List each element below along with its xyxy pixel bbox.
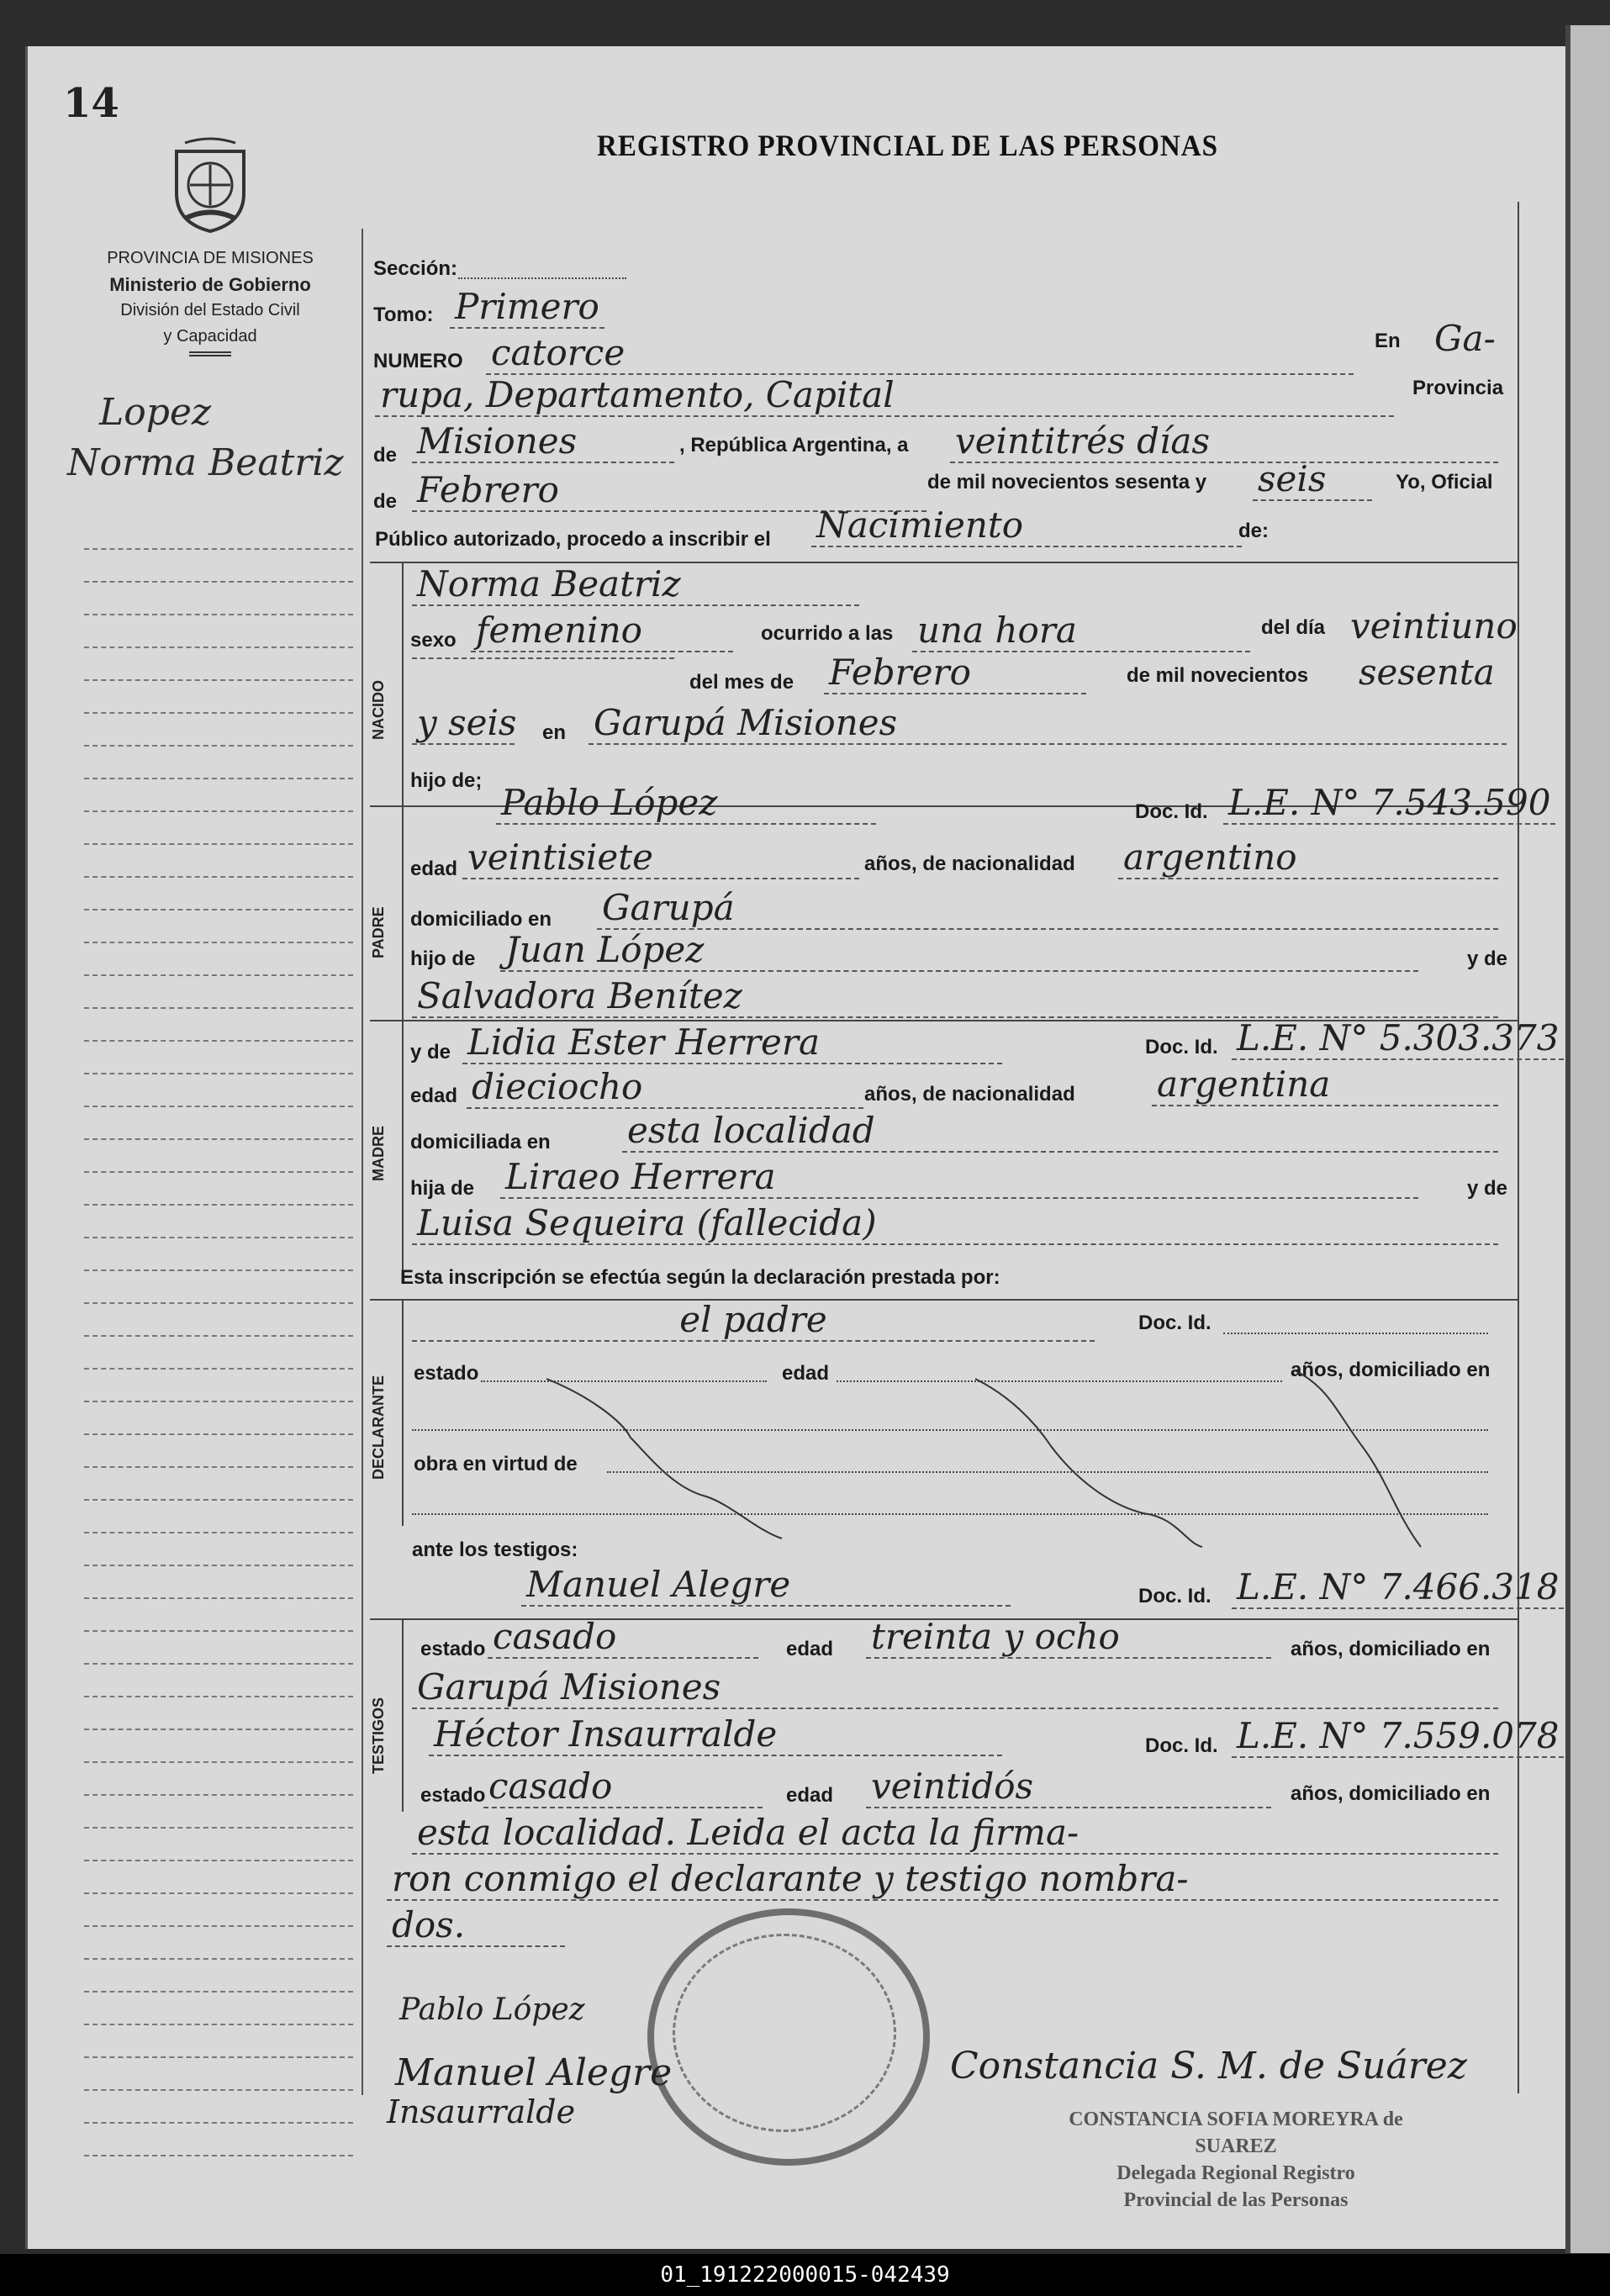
margin-rule bbox=[84, 1599, 353, 1632]
seccion-blank bbox=[458, 277, 626, 279]
margin-rule bbox=[84, 2025, 353, 2058]
office-capacity: y Capacidad bbox=[163, 327, 257, 346]
testigo1-doc-value: L.E. N° 7.466.318 bbox=[1232, 1566, 1564, 1609]
margin-rule bbox=[84, 1665, 353, 1697]
margin-rule bbox=[84, 1337, 353, 1370]
inscripcion-label: Esta inscripción se efectúa según la declaración prestada por: bbox=[400, 1266, 1000, 1289]
margin-rule bbox=[84, 1566, 353, 1599]
margin-rule bbox=[84, 878, 353, 910]
padre-y-de-value: Salvadora Benítez bbox=[412, 975, 1498, 1018]
madre-y-de-label-2: y de bbox=[1467, 1177, 1508, 1200]
cierre-line-3: dos. bbox=[387, 1904, 565, 1947]
margin-rule bbox=[84, 1173, 353, 1206]
padre-edad-value: veintisiete bbox=[462, 837, 859, 879]
de-label: de bbox=[373, 444, 398, 467]
official-stamp-inner bbox=[673, 1934, 896, 2132]
acto-value: Nacimiento bbox=[811, 504, 1242, 547]
republica-label: , República Argentina, a bbox=[679, 434, 909, 457]
anio-nac-cont: y seis bbox=[412, 702, 515, 745]
hijo-de-label: hijo de; bbox=[410, 769, 483, 792]
signature-testigo2: Insaurralde bbox=[387, 2093, 576, 2130]
testigo1-edad-label: edad bbox=[786, 1638, 834, 1660]
testigo2-anios-label: años, domiciliado en bbox=[1291, 1782, 1491, 1805]
padre-y-de-label: y de bbox=[1467, 947, 1508, 970]
padre-edad-label: edad bbox=[410, 858, 458, 880]
madre-nac-value: argentina bbox=[1152, 1064, 1498, 1106]
declarante-bar bbox=[402, 1299, 404, 1526]
madre-dom-label: domiciliada en bbox=[410, 1131, 551, 1153]
testigo1-edad-value: treinta y ocho bbox=[866, 1616, 1271, 1659]
padre-nac-label: años, de nacionalidad bbox=[864, 852, 1075, 875]
margin-rule bbox=[84, 1468, 353, 1501]
declarante-value: el padre bbox=[412, 1299, 1095, 1342]
declarante-estado-label: estado bbox=[414, 1362, 479, 1385]
del-mes-label: del mes de bbox=[689, 671, 794, 694]
anio-value: seis bbox=[1253, 458, 1372, 501]
madre-hija-de-label: hija de bbox=[410, 1177, 475, 1200]
nacido-bar bbox=[402, 562, 404, 805]
testigo1-estado-label: estado bbox=[420, 1638, 486, 1660]
tomo-value: Primero bbox=[450, 286, 604, 329]
margin-rule bbox=[84, 1861, 353, 1894]
sexo-label: sexo bbox=[410, 629, 457, 652]
lugar-nac-value: Garupá Misiones bbox=[589, 702, 1507, 745]
numero-value: catorce bbox=[486, 332, 1354, 375]
margin-divider bbox=[362, 229, 363, 2095]
page-number: 14 bbox=[63, 80, 119, 127]
margin-rule bbox=[84, 1632, 353, 1665]
yo-oficial-label: Yo, Oficial bbox=[1396, 471, 1493, 494]
margin-surname: Lopez bbox=[99, 391, 212, 434]
testigo2-estado-label: estado bbox=[420, 1784, 486, 1807]
margin-rule bbox=[84, 1304, 353, 1337]
madre-dom-value: esta localidad bbox=[622, 1110, 1498, 1153]
mes-value: Febrero bbox=[412, 469, 926, 512]
testigo2-doc-label: Doc. Id. bbox=[1145, 1734, 1218, 1757]
mes-nac-value: Febrero bbox=[824, 652, 1086, 694]
margin-rule bbox=[84, 1993, 353, 2025]
margin-rule bbox=[84, 1042, 353, 1074]
document-title: REGISTRO PROVINCIAL DE LAS PERSONAS bbox=[597, 129, 1218, 162]
padre-hijo-de-label: hijo de bbox=[410, 947, 476, 970]
margin-rule bbox=[84, 747, 353, 779]
nacido-fill-1 bbox=[412, 657, 674, 659]
dia-nac-value: veintiuno bbox=[1350, 605, 1518, 647]
madre-edad-value: dieciocho bbox=[467, 1066, 863, 1109]
en-value-start: Ga- bbox=[1434, 318, 1496, 359]
signature-padre: Pablo López bbox=[399, 1993, 585, 2027]
declarante-edad-label: edad bbox=[782, 1362, 830, 1385]
provincia-value: Misiones bbox=[412, 420, 674, 463]
hora-value: una hora bbox=[912, 610, 1250, 652]
margin-rule bbox=[84, 779, 353, 812]
margin-rule bbox=[84, 1074, 353, 1107]
signature-official: Constancia S. M. de Suárez bbox=[950, 2045, 1467, 2088]
madre-y-de-label: y de bbox=[410, 1041, 451, 1064]
obra-label: obra en virtud de bbox=[414, 1453, 578, 1475]
signature-testigo1: Manuel Alegre bbox=[395, 2051, 673, 2094]
margin-rule bbox=[84, 1107, 353, 1140]
madre-hija-de-value: Liraeo Herrera bbox=[500, 1156, 1418, 1199]
official-title: Delegada Regional Registro bbox=[1116, 2162, 1355, 2184]
madre-y-de-value: Luisa Sequeira (fallecida) bbox=[412, 1202, 1498, 1245]
adjacent-page-edge bbox=[1565, 25, 1610, 2253]
margin-rule bbox=[84, 1370, 353, 1402]
padre-nombre-value: Pablo López bbox=[496, 782, 876, 825]
provincial-seal-icon bbox=[160, 135, 261, 235]
de-colon-label: de: bbox=[1238, 520, 1269, 542]
del-dia-label: del día bbox=[1261, 616, 1326, 639]
margin-rule bbox=[84, 2091, 353, 2124]
testigo2-edad-label: edad bbox=[786, 1784, 834, 1807]
margin-rule bbox=[84, 1206, 353, 1238]
margin-rule bbox=[84, 517, 353, 550]
testigo2-edad-value: veintidós bbox=[866, 1766, 1271, 1808]
official-name-block bbox=[1034, 2106, 1438, 2214]
tomo-label: Tomo: bbox=[373, 303, 434, 326]
madre-bar bbox=[402, 1020, 404, 1272]
margin-rule bbox=[84, 1796, 353, 1829]
margin-rule bbox=[84, 1927, 353, 1960]
padre-nac-value: argentino bbox=[1118, 837, 1498, 879]
numero-label: NUMERO bbox=[373, 350, 463, 372]
margin-rule bbox=[84, 1009, 353, 1042]
testigo1-doc-label: Doc. Id. bbox=[1138, 1585, 1211, 1607]
padre-bar bbox=[402, 805, 404, 1020]
testigo2-value: Héctor Insaurralde bbox=[429, 1713, 1002, 1756]
declarante-anios-label: años, domiciliado en bbox=[1291, 1359, 1491, 1381]
margin-rule bbox=[84, 714, 353, 747]
testigo2-doc-value: L.E. N° 7.559.078 bbox=[1232, 1715, 1564, 1758]
margin-rule bbox=[84, 2124, 353, 2156]
margin-rule bbox=[84, 1435, 353, 1468]
padre-dom-label: domiciliado en bbox=[410, 908, 552, 931]
official-registry: Provincial de las Personas bbox=[1123, 2189, 1349, 2211]
official-name: CONSTANCIA SOFIA MOREYRA de SUAREZ bbox=[1069, 2109, 1403, 2157]
testigo1-anios-label: años, domiciliado en bbox=[1291, 1638, 1491, 1660]
padre-hijo-de-value: Juan López bbox=[500, 929, 1418, 972]
madre-doc-value: L.E. N° 5.303.373 bbox=[1232, 1017, 1564, 1060]
ocurrido-label: ocurrido a las bbox=[761, 622, 894, 645]
declarante-doc-blank bbox=[1223, 1333, 1488, 1334]
mil-label: de mil novecientos sesenta y bbox=[927, 471, 1207, 494]
testigo1-estado-value: casado bbox=[488, 1616, 758, 1659]
margin-rule bbox=[84, 1402, 353, 1435]
office-province: PROVINCIA DE MISIONES bbox=[107, 249, 314, 267]
margin-rule bbox=[84, 845, 353, 878]
margin-rule bbox=[84, 1960, 353, 1993]
margin-rule bbox=[84, 1763, 353, 1796]
office-ministry: Ministerio de Gobierno bbox=[109, 274, 311, 295]
margin-rule bbox=[84, 550, 353, 583]
image-identifier: 01_191222000015-042439 bbox=[0, 2254, 1610, 2296]
seccion-label: Sección: bbox=[373, 257, 458, 280]
margin-rule bbox=[84, 1697, 353, 1730]
cancel-strike-lines bbox=[538, 1362, 1429, 1572]
cierre-line-2: ron conmigo el declarante y testigo nombra- bbox=[387, 1858, 1498, 1901]
margin-rule bbox=[84, 1238, 353, 1271]
margin-rule bbox=[84, 583, 353, 615]
lugar-value: rupa, Departamento, Capital bbox=[375, 374, 1394, 417]
sexo-value: femenino bbox=[471, 610, 733, 652]
margin-rule bbox=[84, 1829, 353, 1861]
testigo1-dom-value: Garupá Misiones bbox=[412, 1666, 1498, 1709]
madre-doc-label: Doc. Id. bbox=[1145, 1036, 1218, 1058]
madre-nac-label: años, de nacionalidad bbox=[864, 1083, 1075, 1106]
madre-nombre-value: Lidia Ester Herrera bbox=[462, 1021, 1002, 1064]
declarante-doc-label: Doc. Id. bbox=[1138, 1312, 1211, 1334]
mil2-label: de mil novecientos bbox=[1127, 664, 1309, 687]
margin-rule bbox=[84, 1730, 353, 1763]
margin-rule bbox=[84, 910, 353, 943]
margin-rule bbox=[84, 615, 353, 648]
office-division: División del Estado Civil bbox=[120, 301, 300, 319]
publico-label: Público autorizado, procedo a inscribir el bbox=[375, 528, 771, 551]
margin-rule bbox=[84, 1533, 353, 1566]
margin-rule bbox=[84, 648, 353, 681]
margin-rule bbox=[84, 2058, 353, 2091]
en-label-2: en bbox=[542, 721, 567, 744]
madre-edad-label: edad bbox=[410, 1085, 458, 1107]
anio-nac-value: sesenta bbox=[1359, 652, 1495, 693]
padre-doc-value: L.E. N° 7.543.590 bbox=[1223, 782, 1555, 825]
testigos-label: ante los testigos: bbox=[412, 1539, 578, 1561]
margin-rule bbox=[84, 681, 353, 714]
margin-rule bbox=[84, 1271, 353, 1304]
margin-ruled-lines bbox=[84, 517, 353, 2156]
testigo1-value: Manuel Alegre bbox=[521, 1564, 1011, 1607]
margin-rule bbox=[84, 1501, 353, 1533]
provincia-label: Provincia bbox=[1412, 377, 1504, 399]
margin-rule bbox=[84, 1894, 353, 1927]
margin-rule bbox=[84, 976, 353, 1009]
margin-given-name: Norma Beatriz bbox=[67, 441, 344, 484]
margin-rule bbox=[84, 943, 353, 976]
margin-rule bbox=[84, 1140, 353, 1173]
margin-rule bbox=[84, 812, 353, 845]
testigo2-estado-value: casado bbox=[483, 1766, 763, 1808]
right-border bbox=[1518, 202, 1519, 2093]
padre-doc-label: Doc. Id. bbox=[1135, 800, 1208, 823]
padre-dom-value: Garupá bbox=[597, 887, 1498, 930]
cierre-line-1: esta localidad. Leida el acta la firma- bbox=[412, 1812, 1498, 1855]
de-label-2: de bbox=[373, 490, 398, 513]
nombre-value: Norma Beatriz bbox=[412, 563, 859, 606]
testigos-bar bbox=[402, 1618, 404, 1812]
en-label: En bbox=[1375, 330, 1401, 352]
issuing-office bbox=[59, 245, 362, 358]
dia-value: veintitrés días bbox=[950, 420, 1498, 463]
